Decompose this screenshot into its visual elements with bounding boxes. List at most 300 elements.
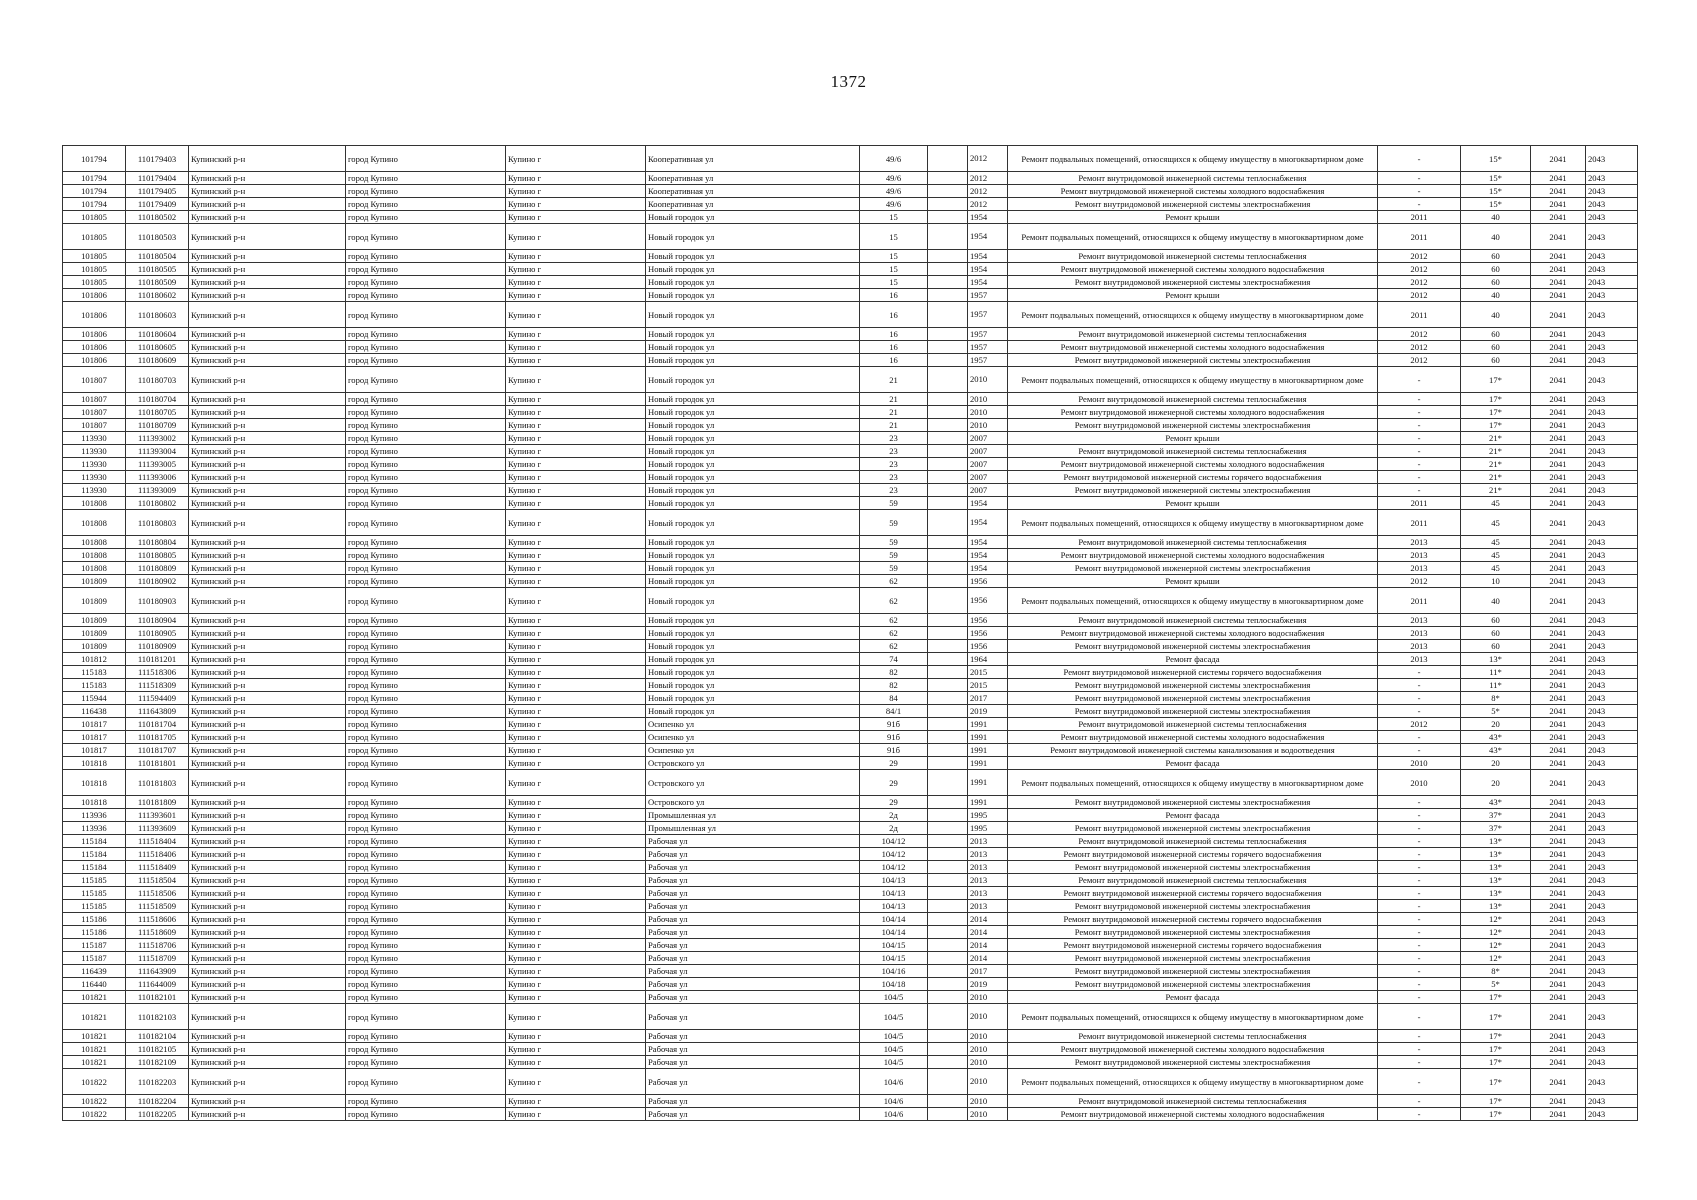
cell-plan-start-year: 2041 [1531,1069,1586,1095]
cell-work-id: 111518709 [126,952,189,965]
cell-year-built: 2012 [968,172,1008,185]
cell-plan-start-year: 2041 [1531,796,1586,809]
cell-plan-end-year: 2043 [1586,874,1638,887]
cell-plan-end-year: 2043 [1586,1004,1638,1030]
table-row [63,939,1638,952]
cell-work-id: 110180802 [126,497,189,510]
cell-work-id: 111518409 [126,861,189,874]
cell-district: Купинский р-н [189,640,346,653]
cell-wear-percent: 17* [1461,419,1531,432]
cell-street: Новый городок ул [646,653,860,666]
cell-street: Новый городок ул [646,510,860,536]
table-row [63,796,1638,809]
cell-building [928,328,968,341]
cell-plan-start-year: 2041 [1531,224,1586,250]
cell-year-built: 2010 [968,419,1008,432]
cell-work-id: 110180804 [126,536,189,549]
cell-street: Новый городок ул [646,614,860,627]
cell-municipality: город Купино [346,484,506,497]
cell-building [928,1030,968,1043]
cell-building [928,198,968,211]
cell-plan-start-year: 2041 [1531,549,1586,562]
cell-wear-percent: 13* [1461,874,1531,887]
cell-settlement: Купино г [506,952,646,965]
cell-wear-percent: 12* [1461,913,1531,926]
cell-year-built: 2017 [968,692,1008,705]
cell-plan-end-year: 2043 [1586,510,1638,536]
cell-wear-percent: 17* [1461,991,1531,1004]
table-row [63,354,1638,367]
cell-settlement: Купино г [506,757,646,770]
cell-work-id: 111518506 [126,887,189,900]
cell-plan-start-year: 2041 [1531,939,1586,952]
cell-district: Купинский р-н [189,744,346,757]
table-row [63,549,1638,562]
cell-house-number: 16 [860,289,928,302]
cell-house-number: 15 [860,211,928,224]
cell-settlement: Купино г [506,835,646,848]
cell-settlement: Купино г [506,796,646,809]
cell-work-type: Ремонт внутридомовой инженерной системы электроснабжения [1008,484,1378,497]
table-row [63,718,1638,731]
cell-plan-start-year: 2041 [1531,328,1586,341]
cell-street: Осипенко ул [646,744,860,757]
cell-house-number: 29 [860,757,928,770]
cell-district: Купинский р-н [189,575,346,588]
cell-plan-start-year: 2041 [1531,458,1586,471]
cell-record-id: 101805 [63,250,126,263]
cell-work-id: 110180509 [126,276,189,289]
cell-plan-start-year: 2041 [1531,679,1586,692]
cell-plan-start-year: 2041 [1531,575,1586,588]
cell-wear-percent: 60 [1461,640,1531,653]
cell-record-id: 101806 [63,328,126,341]
cell-work-id: 110180709 [126,419,189,432]
cell-street: Рабочая ул [646,1056,860,1069]
cell-municipality: город Купино [346,406,506,419]
cell-work-id: 111393006 [126,471,189,484]
cell-last-repair-year: 2012 [1378,341,1461,354]
cell-plan-end-year: 2043 [1586,926,1638,939]
cell-building [928,263,968,276]
cell-work-type: Ремонт внутридомовой инженерной системы электроснабжения [1008,926,1378,939]
cell-work-type: Ремонт внутридомовой инженерной системы электроснабжения [1008,900,1378,913]
cell-settlement: Купино г [506,289,646,302]
cell-last-repair-year: 2013 [1378,562,1461,575]
cell-plan-end-year: 2043 [1586,445,1638,458]
cell-district: Купинский р-н [189,991,346,1004]
cell-building [928,718,968,731]
cell-district: Купинский р-н [189,679,346,692]
cell-plan-start-year: 2041 [1531,692,1586,705]
cell-work-type: Ремонт фасада [1008,757,1378,770]
cell-municipality: город Купино [346,757,506,770]
cell-plan-start-year: 2041 [1531,198,1586,211]
cell-plan-end-year: 2043 [1586,757,1638,770]
cell-house-number: 21 [860,393,928,406]
cell-record-id: 115183 [63,666,126,679]
cell-work-type: Ремонт подвальных помещений, относящихся к общему имуществу в многоквартирном доме [1008,1004,1378,1030]
cell-district: Купинский р-н [189,419,346,432]
cell-house-number: 104/12 [860,835,928,848]
cell-last-repair-year: 2013 [1378,653,1461,666]
cell-record-id: 101821 [63,1004,126,1030]
table-row [63,471,1638,484]
cell-record-id: 116439 [63,965,126,978]
cell-building [928,705,968,718]
table-row [63,848,1638,861]
cell-work-type: Ремонт внутридомовой инженерной системы электроснабжения [1008,276,1378,289]
cell-wear-percent: 13* [1461,900,1531,913]
cell-work-type: Ремонт подвальных помещений, относящихся к общему имуществу в многоквартирном доме [1008,588,1378,614]
cell-settlement: Купино г [506,1043,646,1056]
cell-last-repair-year: - [1378,1069,1461,1095]
cell-building [928,276,968,289]
cell-municipality: город Купино [346,913,506,926]
repair-schedule-table [62,145,1638,1121]
cell-work-type: Ремонт внутридомовой инженерной системы теплоснабжения [1008,328,1378,341]
cell-work-id: 110180705 [126,406,189,419]
cell-year-built: 1957 [968,341,1008,354]
cell-record-id: 115187 [63,952,126,965]
cell-wear-percent: 40 [1461,289,1531,302]
cell-last-repair-year: 2012 [1378,276,1461,289]
cell-wear-percent: 17* [1461,1095,1531,1108]
cell-work-type: Ремонт фасада [1008,809,1378,822]
cell-municipality: город Купино [346,211,506,224]
cell-street: Новый городок ул [646,549,860,562]
cell-municipality: город Купино [346,926,506,939]
cell-plan-start-year: 2041 [1531,354,1586,367]
cell-district: Купинский р-н [189,809,346,822]
cell-plan-end-year: 2043 [1586,900,1638,913]
cell-building [928,419,968,432]
cell-house-number: 16 [860,302,928,328]
cell-plan-start-year: 2041 [1531,848,1586,861]
cell-district: Купинский р-н [189,627,346,640]
cell-year-built: 1957 [968,289,1008,302]
cell-street: Новый городок ул [646,692,860,705]
cell-district: Купинский р-н [189,432,346,445]
cell-year-built: 2012 [968,185,1008,198]
cell-plan-end-year: 2043 [1586,276,1638,289]
cell-building [928,185,968,198]
cell-wear-percent: 17* [1461,406,1531,419]
cell-work-type: Ремонт крыши [1008,497,1378,510]
cell-wear-percent: 45 [1461,549,1531,562]
cell-district: Купинский р-н [189,718,346,731]
cell-settlement: Купино г [506,640,646,653]
cell-building [928,1004,968,1030]
cell-district: Купинский р-н [189,848,346,861]
cell-record-id: 101822 [63,1095,126,1108]
cell-wear-percent: 40 [1461,588,1531,614]
cell-plan-end-year: 2043 [1586,835,1638,848]
cell-building [928,770,968,796]
cell-last-repair-year: 2012 [1378,328,1461,341]
cell-district: Купинский р-н [189,952,346,965]
cell-last-repair-year: 2012 [1378,354,1461,367]
cell-street: Новый городок ул [646,276,860,289]
cell-year-built: 2010 [968,406,1008,419]
cell-year-built: 2010 [968,1056,1008,1069]
cell-street: Рабочая ул [646,991,860,1004]
cell-plan-end-year: 2043 [1586,432,1638,445]
cell-plan-end-year: 2043 [1586,718,1638,731]
cell-building [928,861,968,874]
cell-house-number: 23 [860,445,928,458]
cell-municipality: город Купино [346,1095,506,1108]
cell-record-id: 116440 [63,978,126,991]
cell-record-id: 101807 [63,393,126,406]
cell-house-number: 91б [860,718,928,731]
cell-work-type: Ремонт внутридомовой инженерной системы горячего водоснабжения [1008,848,1378,861]
cell-settlement: Купино г [506,1095,646,1108]
cell-work-type: Ремонт внутридомовой инженерной системы холодного водоснабжения [1008,731,1378,744]
cell-settlement: Купино г [506,679,646,692]
cell-wear-percent: 5* [1461,978,1531,991]
cell-last-repair-year: - [1378,1056,1461,1069]
cell-work-id: 111518406 [126,848,189,861]
cell-record-id: 101807 [63,419,126,432]
cell-record-id: 101805 [63,211,126,224]
cell-wear-percent: 17* [1461,393,1531,406]
cell-work-id: 111393004 [126,445,189,458]
cell-work-id: 111594409 [126,692,189,705]
cell-building [928,367,968,393]
cell-work-id: 111518309 [126,679,189,692]
cell-building [928,926,968,939]
cell-work-type: Ремонт внутридомовой инженерной системы теплоснабжения [1008,874,1378,887]
cell-record-id: 113936 [63,822,126,835]
cell-municipality: город Купино [346,458,506,471]
cell-municipality: город Купино [346,718,506,731]
cell-work-id: 111518509 [126,900,189,913]
cell-street: Рабочая ул [646,874,860,887]
cell-settlement: Купино г [506,887,646,900]
cell-municipality: город Купино [346,1043,506,1056]
cell-plan-end-year: 2043 [1586,822,1638,835]
cell-work-type: Ремонт внутридомовой инженерной системы электроснабжения [1008,419,1378,432]
cell-work-id: 110182109 [126,1056,189,1069]
cell-plan-start-year: 2041 [1531,406,1586,419]
cell-wear-percent: 40 [1461,302,1531,328]
table-row [63,289,1638,302]
cell-year-built: 1991 [968,731,1008,744]
cell-municipality: город Купино [346,289,506,302]
cell-building [928,458,968,471]
cell-district: Купинский р-н [189,172,346,185]
cell-district: Купинский р-н [189,250,346,263]
cell-settlement: Купино г [506,718,646,731]
cell-plan-start-year: 2041 [1531,666,1586,679]
cell-plan-start-year: 2041 [1531,211,1586,224]
cell-last-repair-year: 2013 [1378,536,1461,549]
cell-settlement: Купино г [506,627,646,640]
cell-work-type: Ремонт фасада [1008,653,1378,666]
cell-plan-start-year: 2041 [1531,978,1586,991]
cell-house-number: 104/16 [860,965,928,978]
cell-building [928,172,968,185]
cell-plan-start-year: 2041 [1531,497,1586,510]
table-row [63,679,1638,692]
cell-plan-end-year: 2043 [1586,1095,1638,1108]
table-row [63,263,1638,276]
cell-plan-end-year: 2043 [1586,991,1638,1004]
cell-plan-start-year: 2041 [1531,393,1586,406]
cell-work-type: Ремонт внутридомовой инженерной системы электроснабжения [1008,640,1378,653]
cell-street: Новый городок ул [646,497,860,510]
cell-last-repair-year: 2010 [1378,770,1461,796]
table-row [63,666,1638,679]
cell-wear-percent: 40 [1461,211,1531,224]
cell-plan-end-year: 2043 [1586,471,1638,484]
cell-street: Рабочая ул [646,835,860,848]
table-row [63,302,1638,328]
table-row [63,874,1638,887]
table-row [63,328,1638,341]
cell-district: Купинский р-н [189,302,346,328]
cell-plan-start-year: 2041 [1531,1004,1586,1030]
cell-street: Рабочая ул [646,926,860,939]
cell-building [928,939,968,952]
cell-district: Купинский р-н [189,770,346,796]
cell-plan-start-year: 2041 [1531,861,1586,874]
cell-settlement: Купино г [506,653,646,666]
cell-district: Купинский р-н [189,731,346,744]
cell-work-type: Ремонт фасада [1008,991,1378,1004]
cell-building [928,692,968,705]
cell-municipality: город Купино [346,276,506,289]
cell-last-repair-year: - [1378,731,1461,744]
page-number: 1372 [830,72,867,91]
table-row [63,770,1638,796]
cell-year-built: 1954 [968,211,1008,224]
cell-last-repair-year: 2011 [1378,497,1461,510]
cell-plan-start-year: 2041 [1531,952,1586,965]
cell-building [928,224,968,250]
cell-plan-start-year: 2041 [1531,965,1586,978]
cell-building [928,146,968,172]
cell-year-built: 1954 [968,549,1008,562]
cell-work-type: Ремонт внутридомовой инженерной системы электроснабжения [1008,965,1378,978]
cell-work-id: 110182101 [126,991,189,1004]
cell-street: Промышленная ул [646,809,860,822]
cell-plan-end-year: 2043 [1586,653,1638,666]
cell-plan-end-year: 2043 [1586,549,1638,562]
table-row [63,367,1638,393]
cell-building [928,965,968,978]
cell-settlement: Купино г [506,770,646,796]
table-row [63,653,1638,666]
table-row [63,822,1638,835]
cell-record-id: 101818 [63,796,126,809]
cell-work-id: 110180609 [126,354,189,367]
table-row [63,1069,1638,1095]
cell-street: Рабочая ул [646,939,860,952]
cell-plan-start-year: 2041 [1531,419,1586,432]
cell-work-id: 110181803 [126,770,189,796]
cell-building [928,562,968,575]
cell-last-repair-year: - [1378,666,1461,679]
cell-municipality: город Купино [346,991,506,1004]
cell-plan-start-year: 2041 [1531,445,1586,458]
cell-wear-percent: 12* [1461,926,1531,939]
table-row [63,614,1638,627]
cell-street: Новый городок ул [646,627,860,640]
table-row [63,484,1638,497]
cell-house-number: 104/6 [860,1069,928,1095]
cell-work-type: Ремонт внутридомовой инженерной системы электроснабжения [1008,952,1378,965]
table-row [63,926,1638,939]
cell-wear-percent: 8* [1461,692,1531,705]
cell-work-id: 110180602 [126,289,189,302]
cell-plan-end-year: 2043 [1586,484,1638,497]
cell-municipality: город Купино [346,744,506,757]
cell-street: Новый городок ул [646,289,860,302]
cell-wear-percent: 21* [1461,445,1531,458]
cell-wear-percent: 20 [1461,770,1531,796]
cell-work-type: Ремонт внутридомовой инженерной системы теплоснабжения [1008,250,1378,263]
cell-last-repair-year: - [1378,1004,1461,1030]
cell-house-number: 62 [860,640,928,653]
cell-year-built: 2014 [968,939,1008,952]
cell-work-id: 110180909 [126,640,189,653]
cell-settlement: Купино г [506,614,646,627]
cell-building [928,341,968,354]
cell-record-id: 116438 [63,705,126,718]
cell-settlement: Купино г [506,484,646,497]
cell-work-type: Ремонт подвальных помещений, относящихся к общему имуществу в многоквартирном доме [1008,510,1378,536]
cell-plan-end-year: 2043 [1586,679,1638,692]
cell-wear-percent: 17* [1461,1069,1531,1095]
cell-work-id: 110181707 [126,744,189,757]
cell-plan-end-year: 2043 [1586,952,1638,965]
cell-wear-percent: 15* [1461,172,1531,185]
cell-last-repair-year: - [1378,679,1461,692]
cell-year-built: 2010 [968,1043,1008,1056]
cell-street: Осипенко ул [646,731,860,744]
cell-plan-end-year: 2043 [1586,354,1638,367]
cell-settlement: Купино г [506,575,646,588]
cell-district: Купинский р-н [189,341,346,354]
cell-wear-percent: 17* [1461,1030,1531,1043]
table-row [63,705,1638,718]
table-row [63,978,1638,991]
cell-work-type: Ремонт внутридомовой инженерной системы электроснабжения [1008,861,1378,874]
cell-last-repair-year: - [1378,393,1461,406]
cell-building [928,471,968,484]
cell-settlement: Купино г [506,510,646,536]
cell-wear-percent: 21* [1461,458,1531,471]
cell-work-type: Ремонт внутридомовой инженерной системы холодного водоснабжения [1008,406,1378,419]
cell-district: Купинский р-н [189,1056,346,1069]
cell-municipality: город Купино [346,848,506,861]
cell-district: Купинский р-н [189,588,346,614]
table-row [63,692,1638,705]
cell-last-repair-year: - [1378,146,1461,172]
cell-work-id: 110180904 [126,614,189,627]
cell-record-id: 115185 [63,874,126,887]
cell-plan-start-year: 2041 [1531,172,1586,185]
cell-year-built: 2010 [968,1069,1008,1095]
cell-record-id: 101812 [63,653,126,666]
cell-settlement: Купино г [506,809,646,822]
cell-last-repair-year: 2012 [1378,718,1461,731]
cell-plan-end-year: 2043 [1586,809,1638,822]
cell-plan-end-year: 2043 [1586,744,1638,757]
cell-building [928,666,968,679]
